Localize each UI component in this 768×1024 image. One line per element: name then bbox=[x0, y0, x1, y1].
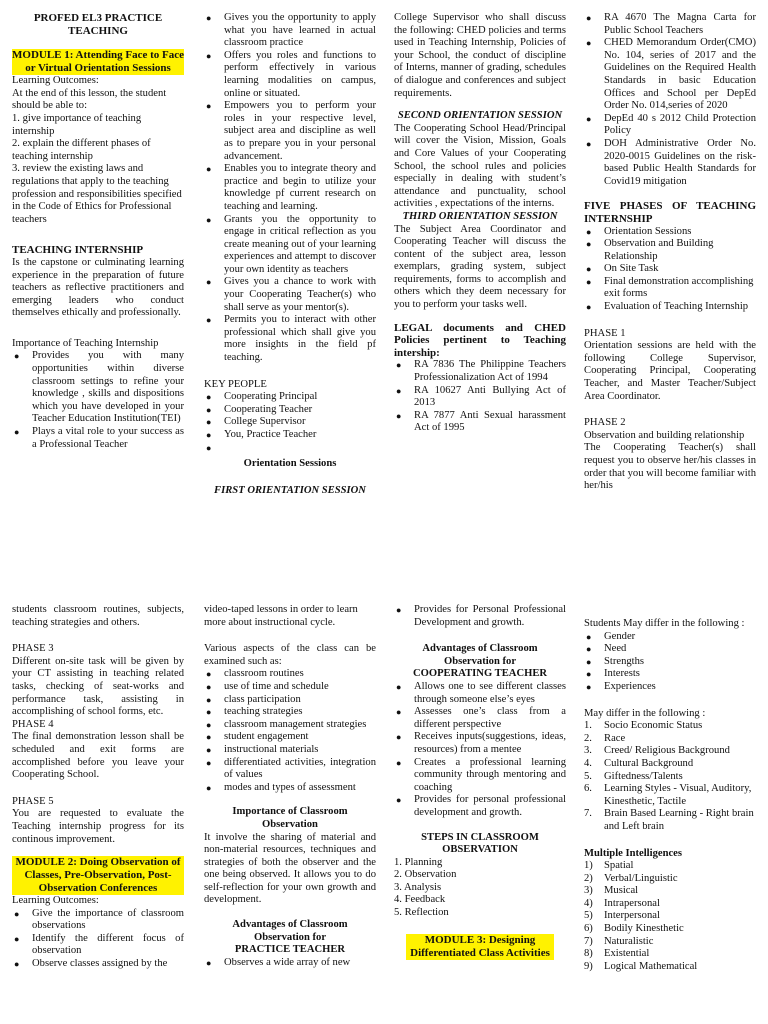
list-item: ● Observation and Building Relationship bbox=[584, 238, 756, 263]
list-item: ● Provides for personal professional development and growth. bbox=[394, 794, 566, 819]
five-phases-list bbox=[584, 226, 756, 314]
list-item: 3. Creed/ Religious Background bbox=[584, 745, 730, 757]
phase-5-text: You are requested to evaluate the Teaching internship progress for its continous improvement. bbox=[12, 808, 184, 845]
column-2-bottom bbox=[204, 604, 376, 1020]
list-item: 5. Giftedness/Talents bbox=[584, 770, 683, 782]
paragraph: students classroom routines, subjects, teaching strategies and others. bbox=[12, 604, 184, 628]
importance-observation-text: It involve the sharing of material and non-material resources, techniques and strategies of both the observer and the one being observed. It allows you to do self-reflection for your own growth and development. bbox=[204, 831, 376, 906]
list-item: ● Interests bbox=[584, 668, 756, 681]
column-4-bottom bbox=[584, 604, 756, 1020]
intelligences-list bbox=[584, 860, 756, 973]
teaching-internship-text: Is the capstone or culminating learning experience in the preparation of future teachers as reflective practitioners and emerging leaders who conduct themselves ethically and professionally. bbox=[12, 256, 184, 319]
list-item: ● Permits you to interact with other professional which shall give you more insights in the field pf teaching. bbox=[204, 314, 376, 364]
advantages-pt-heading: Advantages of Classroom Observation for bbox=[232, 919, 348, 943]
advantages-ct-heading: Advantages of Classroom Observation for bbox=[422, 643, 538, 667]
list-item: 8) Existential bbox=[584, 948, 650, 960]
list-item: ● Grants you the opportunity to engage in critical reflection as you create meaning out of your learning experiences and attempt to discover your own identity as teachers bbox=[204, 214, 376, 277]
module-3-heading: MODULE 3: Designing Differentiated Class Activities bbox=[406, 934, 554, 960]
multiple-intelligences-heading: Multiple Intelligences bbox=[584, 847, 682, 859]
list-item: ● Plays a vital role to your success as a Professional Teacher bbox=[12, 426, 184, 451]
paragraph: The Subject Area Coordinator and Cooperating Teacher will discuss the content of the subject area, lesson exemplars, grading system, subject requirements, forms to accomplish and others which they deem necessary for you to perform your tasks well. bbox=[394, 223, 566, 311]
list-item: 2) Verbal/Linguistic bbox=[584, 872, 678, 884]
learning-outcomes-intro: At the end of this lesson, the student should be able to: bbox=[12, 87, 167, 112]
list-item: ● Final demonstration accomplishing exit forms bbox=[584, 276, 756, 301]
list-item: ● classroom management strategies bbox=[204, 719, 376, 732]
list-item: ● modes and types of assessment bbox=[204, 782, 376, 795]
students-differ-intro: Students May differ in the following : bbox=[584, 618, 745, 629]
list-item: ● use of time and schedule bbox=[204, 681, 376, 694]
step-item: 5. Reflection bbox=[394, 907, 449, 919]
list-item: ● Observes a wide array of new bbox=[204, 957, 376, 970]
key-people-label: KEY PEOPLE bbox=[204, 378, 267, 390]
list-item: ● Assesses one’s class from a different perspective bbox=[394, 706, 566, 731]
list-item: ● DepEd 40 s 2012 Child Protection Policy bbox=[584, 113, 756, 138]
list-item: ● Gives you the opportunity to apply what you have learned in actual classroom practice bbox=[204, 12, 376, 50]
list-item: ● differentiated activities, integration of values bbox=[204, 757, 376, 782]
phase-2-label: PHASE 2 bbox=[584, 417, 626, 429]
importance-list bbox=[12, 350, 184, 451]
paragraph: College Supervisor who shall discuss the following: CHED policies and terms used in Teaching Internship, Policies of your School, the conduct of discipline of Interns, manner of grading, schedules of dialogue and conferences and subject requirements. bbox=[394, 12, 566, 99]
may-differ-label: May differ in the following : bbox=[584, 707, 706, 719]
advantages-ct-list bbox=[394, 681, 566, 820]
differences-list bbox=[584, 720, 756, 833]
list-item: ● Strengths bbox=[584, 656, 756, 669]
importance-label: Importance of Teaching Internship bbox=[12, 337, 159, 349]
list-item: ● RA 7836 The Philippine Teachers Professionalization Act of 1994 bbox=[394, 359, 566, 384]
step-item: 4. Feedback bbox=[394, 894, 446, 906]
list-item: ● Cooperating Principal bbox=[204, 391, 376, 404]
list-item: 1) Spatial bbox=[584, 860, 634, 872]
list-item: ● classroom routines bbox=[204, 668, 376, 681]
list-item: ● Provides you with many opportunities within diverse classroom settings to refine your knowledge , skills and dispositions which you have developed in your Teacher Education Institution(TEI) bbox=[12, 350, 184, 426]
learning-outcomes-label: Learning Outcomes: bbox=[12, 75, 99, 87]
list-item: 7) Naturalistic bbox=[584, 935, 654, 947]
list-item: 6) Bodily Kinesthetic bbox=[584, 923, 684, 935]
list-item: ● You, Practice Teacher bbox=[204, 429, 376, 442]
first-orientation-heading: FIRST ORIENTATION SESSION bbox=[214, 484, 366, 496]
orientation-sessions-heading: Orientation Sessions bbox=[243, 458, 337, 470]
list-item: 1. Socio Economic Status bbox=[584, 720, 703, 732]
aspects-intro: Various aspects of the class can be examined such as: bbox=[204, 643, 376, 667]
list-item: ● Receives inputs(suggestions, ideas, resources) from a mentee bbox=[394, 731, 566, 756]
list-item: ● student engagement bbox=[204, 731, 376, 744]
list-item: ● On Site Task bbox=[584, 263, 756, 276]
list-item: ● Creates a professional learning community through mentoring and coaching bbox=[394, 757, 566, 795]
list-item: ● Provides for Personal Professional Development and growth. bbox=[394, 604, 566, 629]
document-title: PROFED EL3 PRACTICE TEACHING bbox=[33, 12, 163, 37]
list-item: 4) Intrapersonal bbox=[584, 897, 660, 909]
outcome-item: 2. explain the different phases of teaching internship bbox=[12, 138, 151, 162]
second-orientation-heading: SECOND ORIENTATION SESSION bbox=[397, 110, 563, 122]
advantages-ct-subheading: COOPERATING TEACHER bbox=[412, 668, 548, 680]
list-item: ● CHED Memorandum Order(CMO) No. 104, series of 2017 and the Guidelines on the Required Health Standards in basic Education Offices and School per DepEd Order No. 014,series of 2020 bbox=[584, 37, 756, 113]
list-item: 2. Race bbox=[584, 732, 626, 744]
paragraph: video-taped lessons in order to learn more about instructional cycle. bbox=[204, 604, 358, 628]
phase-5-label: PHASE 5 bbox=[12, 795, 54, 807]
list-item: ● instructional materials bbox=[204, 744, 376, 757]
outcome-item: 3. review the existing laws and regulations that apply to the teaching profession and responsibilities specified in the Code of Ethics for Professional teachers bbox=[12, 163, 182, 225]
list-item: 3) Musical bbox=[584, 885, 639, 897]
paragraph: The Cooperating School Head/Principal will cover the Vision, Mission, Goals and Core Values of your Cooperating School, the school rules and policies especially in dealing with student’s attendance and punctuality, school activities , expectations of the interns. bbox=[394, 122, 566, 210]
column-1-bottom bbox=[12, 604, 184, 1020]
legal-list bbox=[394, 359, 566, 435]
five-phases-heading: FIVE PHASES OF TEACHING INTERNSHIP bbox=[584, 200, 756, 225]
list-item: 4. Cultural Background bbox=[584, 757, 694, 769]
list-item: ● Gender bbox=[584, 631, 756, 644]
column-3-bottom bbox=[394, 604, 566, 1020]
list-item: ● Cooperating Teacher bbox=[204, 404, 376, 417]
list-item: ● Give the importance of classroom observations bbox=[12, 908, 184, 933]
list-item: ● Allows one to see different classes through someone else’s eyes bbox=[394, 681, 566, 706]
advantages-pt-list bbox=[204, 957, 376, 970]
learning-outcomes-label: Learning Outcomes: bbox=[12, 895, 99, 907]
list-item: ● RA 7877 Anti Sexual harassment Act of 1995 bbox=[394, 410, 566, 435]
list-item: ● Identify the different focus of observation bbox=[12, 933, 184, 958]
advantages-pt-subheading: PRACTICE TEACHER bbox=[234, 944, 346, 956]
module-2-heading: MODULE 2: Doing Observation of Classes, Pre-Observation, Post-Observation Conferences bbox=[12, 856, 184, 895]
list-item: ● teaching strategies bbox=[204, 706, 376, 719]
list-item: ● Evaluation of Teaching Internship bbox=[584, 301, 756, 314]
list-item: ● Offers you roles and functions to perform effectively in various learning modalities on campus, online or situated. bbox=[204, 50, 376, 100]
steps-heading: STEPS IN CLASSROOM OBSERVATION bbox=[421, 831, 539, 856]
phase-2-text: The Cooperating Teacher(s) shall request you to observe her/his classes in order that you will become familiar with her/his bbox=[584, 442, 756, 492]
phase-4-text: The final demonstration lesson shall be scheduled and exit forms are accomplished before you leave your Cooperating School. bbox=[12, 731, 184, 781]
step-item: 3. Analysis bbox=[394, 881, 442, 893]
list-item: ● Empowers you to perform your roles in your respective level, subject area and discipline as well as to prepare you in your personal advancement. bbox=[204, 100, 376, 163]
legal-list-continued bbox=[584, 12, 756, 188]
step-item: 2. Observation bbox=[394, 869, 457, 881]
column-2-top bbox=[204, 12, 376, 602]
list-item bbox=[204, 442, 376, 455]
outcomes-list bbox=[12, 908, 184, 971]
list-item: ● Observe classes assigned by the bbox=[12, 958, 184, 971]
list-item: ● RA 4670 The Magna Carta for Public School Teachers bbox=[584, 12, 756, 37]
list-item: 5) Interpersonal bbox=[584, 910, 660, 922]
third-orientation-heading: THIRD ORIENTATION SESSION bbox=[402, 210, 558, 222]
list-item: ● College Supervisor bbox=[204, 416, 376, 429]
column-1-top bbox=[12, 12, 184, 602]
importance-observation-heading: Importance of Classroom Observation bbox=[232, 806, 348, 830]
advantages-pt-list-continued bbox=[394, 604, 566, 629]
teaching-internship-heading: TEACHING INTERNSHIP bbox=[12, 244, 144, 257]
outcome-item: 1. give importance of teaching internship bbox=[12, 112, 142, 137]
step-item: 1. Planning bbox=[394, 856, 443, 868]
phase-3-label: PHASE 3 bbox=[12, 643, 54, 655]
list-item: 9) Logical Mathematical bbox=[584, 960, 698, 972]
phase-3-text: Different on-site task will be given by your CT assisting in teaching related tasks, checking of seat-works and performance task, assisting in accomplishing of school forms, etc. bbox=[12, 655, 184, 718]
list-item: ● RA 10627 Anti Bullying Act of 2013 bbox=[394, 385, 566, 410]
phase-2-title: Observation and building relationship bbox=[584, 429, 745, 441]
differ-list bbox=[584, 631, 756, 694]
module-1-heading: MODULE 1: Attending Face to Face or Virtual Orientation Sessions bbox=[12, 49, 184, 75]
list-item: ● DOH Administrative Order No. 2020-0015 Guidelines on the risk-based Public Health Standards for Covid19 mitigation bbox=[584, 138, 756, 188]
list-item: 6. Learning Styles - Visual, Auditory, Kinesthetic, Tactile bbox=[584, 783, 752, 807]
list-item: ● Experiences bbox=[584, 681, 756, 694]
column-3-top bbox=[394, 12, 566, 602]
list-item: ● Need bbox=[584, 643, 756, 656]
list-item: 7. Brain Based Learning - Right brain and Left brain bbox=[584, 808, 754, 832]
list-item: ● class participation bbox=[204, 694, 376, 707]
benefits-list bbox=[204, 12, 376, 365]
key-people-list bbox=[204, 391, 376, 454]
list-item: ● Enables you to integrate theory and practice and begin to utilize your knowledge pf current research on teaching and learning. bbox=[204, 163, 376, 213]
column-4-top bbox=[584, 12, 756, 602]
aspects-list bbox=[204, 668, 376, 794]
phase-4-label: PHASE 4 bbox=[12, 718, 54, 730]
phase-1-text: Orientation sessions are held with the following College Supervisor, Cooperating Principal, Cooperating Teacher, and Master Teacher/Subject Area Coordinator. bbox=[584, 340, 756, 402]
list-item: ● Gives you a chance to work with your Cooperating Teacher(s) who shall serve as your mentor(s). bbox=[204, 276, 376, 314]
legal-documents-heading: LEGAL documents and CHED Policies pertinent to Teaching intership: bbox=[394, 321, 566, 359]
list-item: ● Orientation Sessions bbox=[584, 226, 756, 239]
phase-1-label: PHASE 1 bbox=[584, 327, 626, 339]
